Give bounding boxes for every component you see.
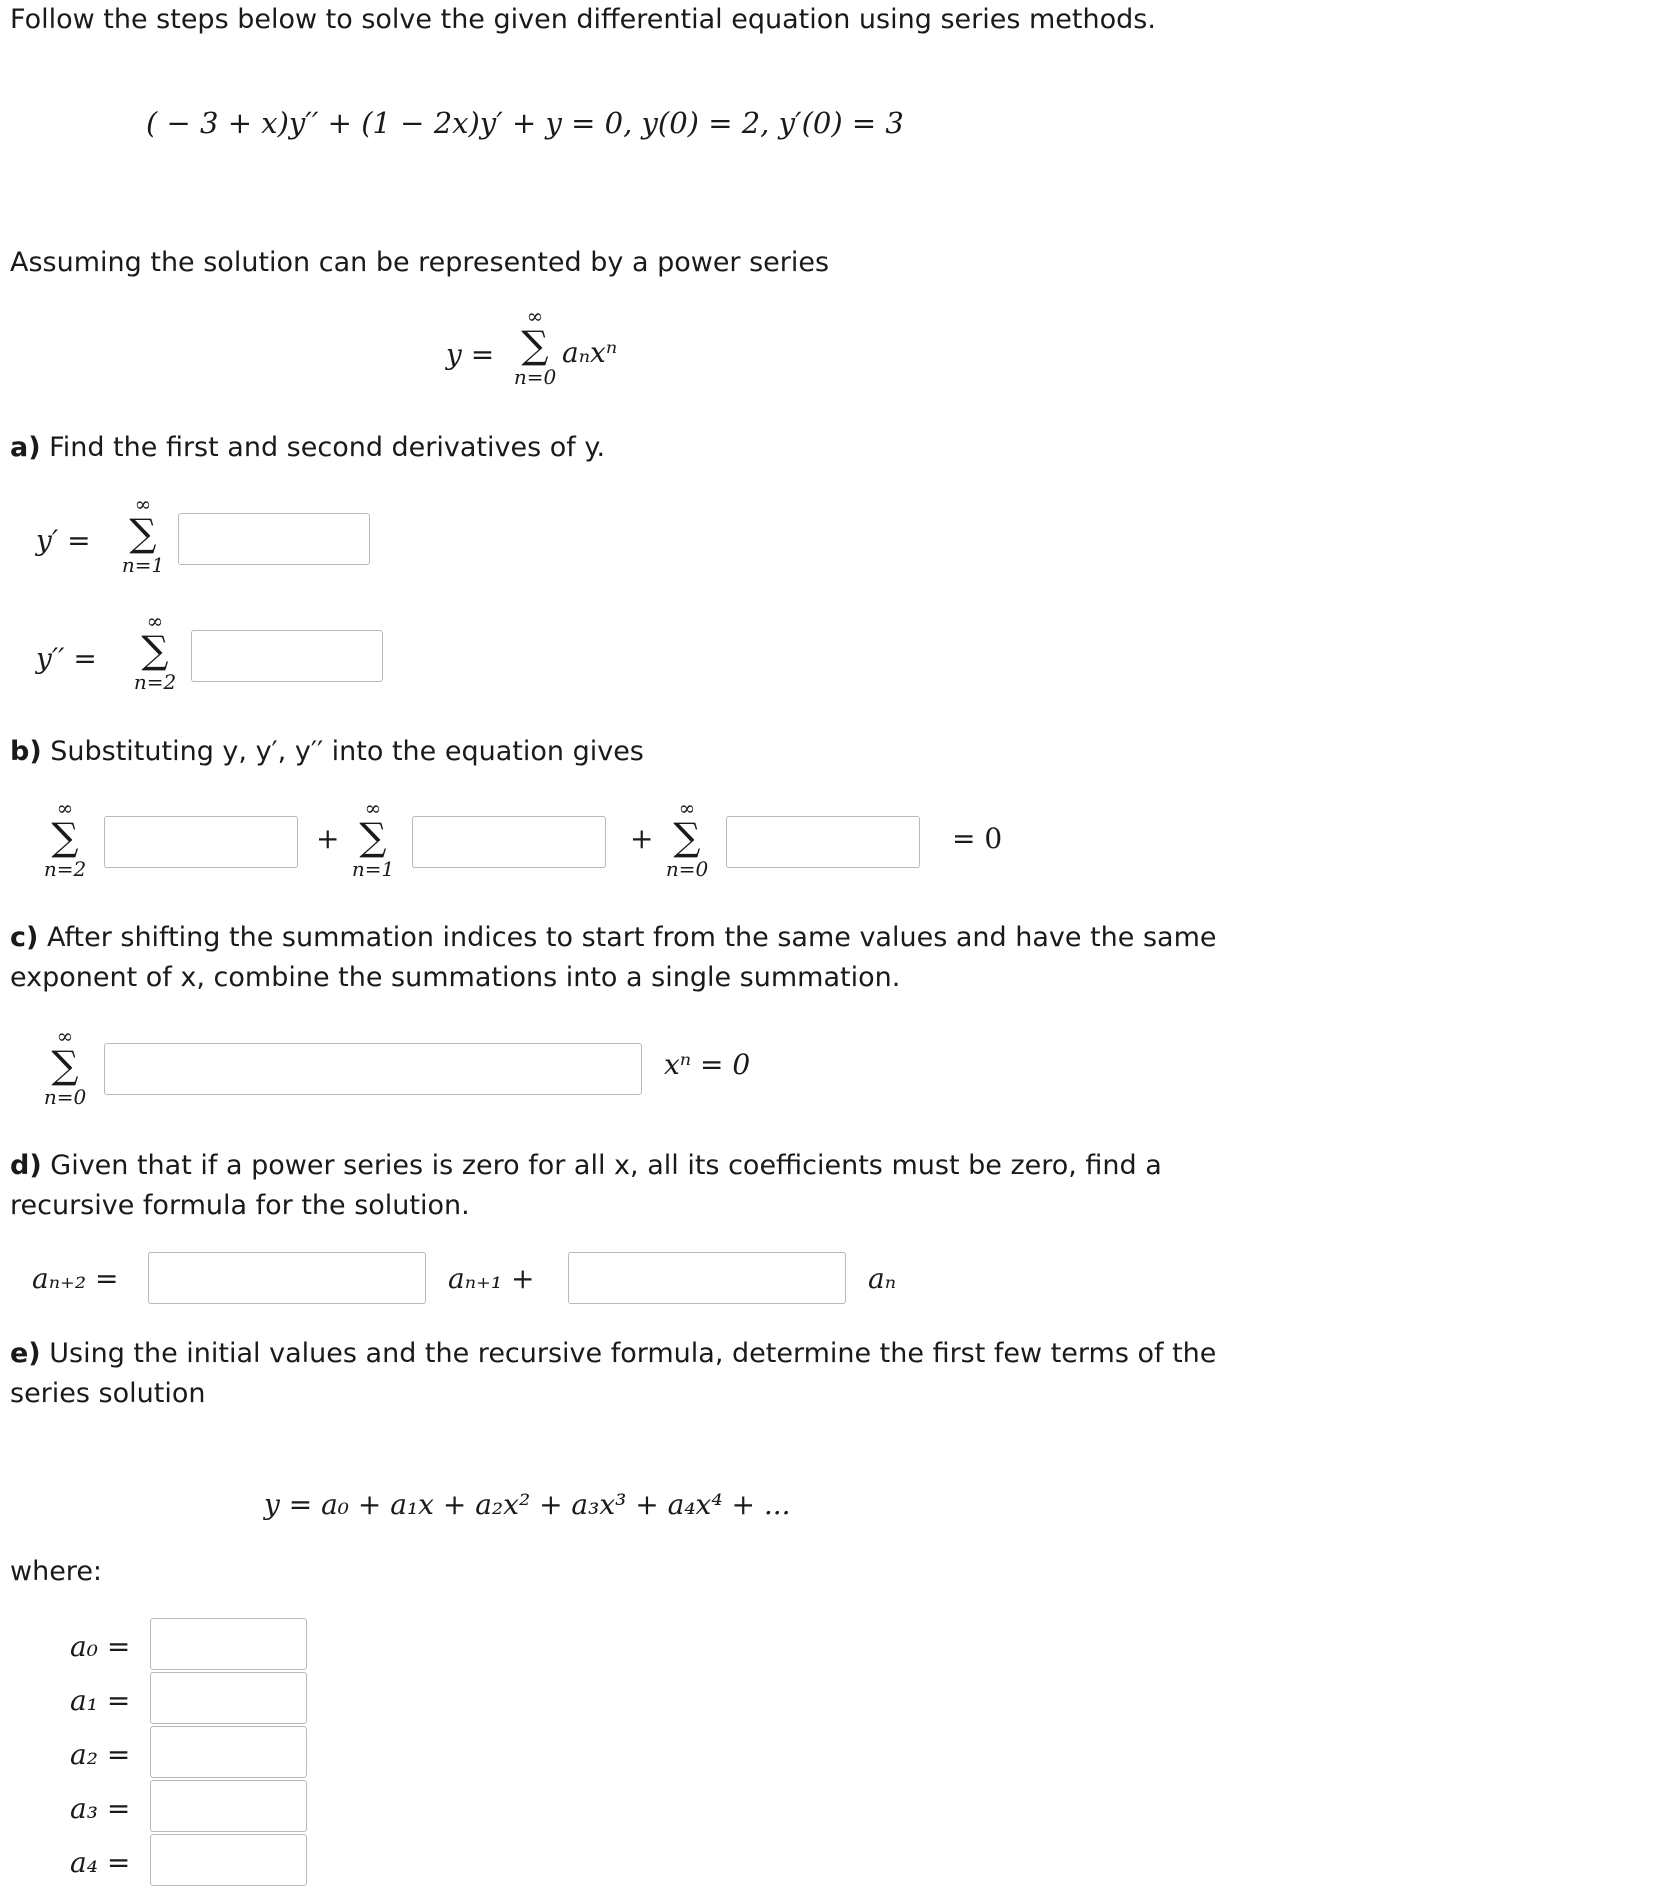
a2-label: a₂ =: [70, 1738, 131, 1771]
differential-equation: ( − 3 + x)y′′ + (1 − 2x)y′ + y = 0, y(0) = 2, y′(0) = 3: [146, 106, 904, 140]
where-label: where:: [10, 1556, 103, 1587]
b-input-2[interactable]: [412, 816, 606, 868]
b-input-1[interactable]: [104, 816, 298, 868]
b-input-3[interactable]: [726, 816, 920, 868]
d-end: aₙ: [868, 1262, 897, 1295]
c-rhs: xⁿ = 0: [664, 1048, 751, 1081]
b-sigma-1: ∞ ∑ n=2: [43, 796, 87, 881]
a1-input[interactable]: [150, 1672, 307, 1724]
intro-text: Follow the steps below to solve the given differential equation using series methods.: [10, 4, 1156, 35]
series-lhs: y =: [446, 338, 495, 371]
a0-label: a₀ =: [70, 1630, 131, 1663]
sum-lower-limit: n=0: [513, 365, 557, 389]
y-prime-label: y′ =: [36, 524, 91, 557]
y-double-prime-sigma: ∞ ∑ n=2: [133, 609, 177, 694]
a3-input[interactable]: [150, 1780, 307, 1832]
part-e-line1: e) Using the initial values and the recursive formula, determine the first few terms of the: [10, 1338, 1217, 1369]
part-c-line1: c) After shifting the summation indices to start from the same values and have the same: [10, 922, 1217, 953]
c-combined-input[interactable]: [104, 1043, 642, 1095]
part-d-line1: d) Given that if a power series is zero for all x, all its coefficients must be zero, find a: [10, 1150, 1162, 1181]
part-c-line2: exponent of x, combine the summations into a single summation.: [10, 962, 901, 993]
part-a-heading: a) Find the first and second derivatives of y.: [10, 432, 606, 463]
y-double-prime-input[interactable]: [191, 630, 383, 682]
part-d-line2: recursive formula for the solution.: [10, 1190, 470, 1221]
a1-label: a₁ =: [70, 1684, 131, 1717]
y-prime-input[interactable]: [178, 513, 370, 565]
a4-label: a₄ =: [70, 1846, 131, 1879]
y-double-prime-label: y′′ =: [36, 642, 97, 675]
e-series-formula: y = a₀ + a₁x + a₂x² + a₃x³ + a₄x⁴ + ...: [264, 1488, 791, 1521]
assume-text: Assuming the solution can be represented by a power series: [10, 247, 830, 278]
a2-input[interactable]: [150, 1726, 307, 1778]
sum-upper-limit: ∞: [526, 304, 544, 328]
c-sigma: ∞ ∑ n=0: [43, 1024, 87, 1109]
d-coefficient-2-input[interactable]: [568, 1252, 846, 1304]
part-b-heading: b) Substituting y, y′, y′′ into the equation gives: [10, 736, 644, 767]
a0-input[interactable]: [150, 1618, 307, 1670]
d-coefficient-1-input[interactable]: [148, 1252, 426, 1304]
series-sigma: ∞ ∑ n=0: [500, 306, 570, 390]
b-sigma-3: ∞ ∑ n=0: [665, 796, 709, 881]
d-lhs: aₙ₊₂ =: [32, 1262, 119, 1295]
b-rhs: = 0: [952, 822, 1003, 855]
series-term: aₙxⁿ: [562, 336, 618, 369]
d-middle: aₙ₊₁ +: [448, 1262, 535, 1295]
part-e-line2: series solution: [10, 1378, 206, 1409]
y-prime-sigma: ∞ ∑ n=1: [121, 492, 165, 577]
b-sigma-2: ∞ ∑ n=1: [351, 796, 395, 881]
b-plus-2: +: [630, 822, 654, 855]
a4-input[interactable]: [150, 1834, 307, 1886]
b-plus-1: +: [316, 822, 340, 855]
a3-label: a₃ =: [70, 1792, 131, 1825]
